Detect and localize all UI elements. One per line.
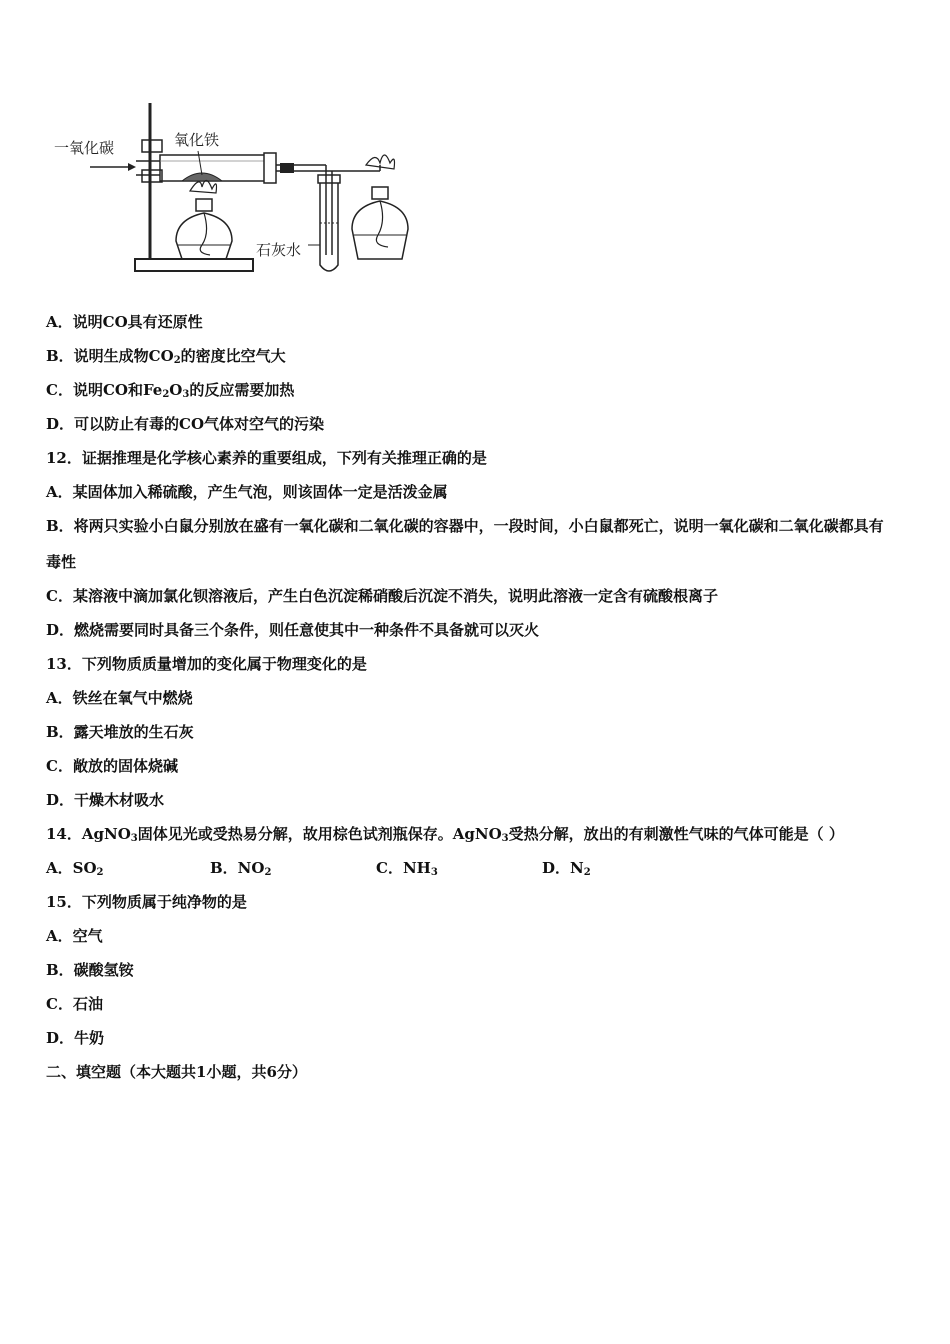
apparatus-figure [50,95,420,285]
q12-option-d: D．燃烧需要同时具备三个条件，则任意使其中一种条件不具备就可以灭火 [46,621,540,639]
q15-option-b: B．碳酸氢铵 [46,961,134,979]
q11-option-b: B．说明生成物$CO_2$的密度比空气大 [46,347,286,366]
q12-stem: 12．证据推理是化学核心素养的重要组成，下列有关推理正确的是 [46,449,487,467]
q14-option-d: D．$N_2$ [542,859,591,878]
q11-option-d: D．可以防止有毒的CO气体对空气的污染 [46,415,325,433]
q11-option-c: C．说明CO和$Fe_2O_3$的反应需要加热 [46,381,295,400]
q14-option-a: A．$SO_2$ [46,859,104,878]
q11-option-a: A．说明CO具有还原性 [46,313,203,331]
label-carbon-monoxide: 一氧化碳 [54,139,115,157]
q12-option-c: C．某溶液中滴加氯化钡溶液后，产生白色沉淀稀硝酸后沉淀不消失，说明此溶液一定含有硫酸根离子 [46,587,718,605]
q13-option-a: A．铁丝在氧气中燃烧 [46,689,193,707]
q13-stem: 13．下列物质质量增加的变化属于物理变化的是 [46,655,367,673]
q13-option-c: C．敞放的固体烧碱 [46,757,178,775]
q12-option-a: A．某固体加入稀硫酸，产生气泡，则该固体一定是活泼金属 [46,483,448,501]
q14-stem: 14．AgNO$_3$固体见光或受热易分解，故用棕色试剂瓶保存。AgNO$_3$受热分解，放出的有刺激性气味的气体可能是（ ） [46,825,844,844]
section-2-title: 二、填空题（本大题共1小题，共6分） [46,1063,307,1081]
q14-option-b: B．$NO_2$ [210,859,272,878]
apparatus-diagram [50,95,420,285]
label-iron-oxide: 氧化铁 [174,131,220,149]
q13-option-b: B．露天堆放的生石灰 [46,723,194,741]
q15-option-c: C．石油 [46,995,103,1013]
q15-option-d: D．牛奶 [46,1029,105,1047]
q13-option-d: D．干燥木材吸水 [46,791,165,809]
q14-option-c: C．$NH_3$ [376,859,438,878]
label-limewater: 石灰水 [256,241,302,259]
q12-option-b: B．将两只实验小白鼠分别放在盛有一氧化碳和二氧化碳的容器中，一段时间，小白鼠都死亡，说明一氧化碳和二氧化碳都具有毒性 [46,517,884,571]
q15-option-a: A．空气 [46,927,103,945]
q15-stem: 15．下列物质属于纯净物的是 [46,893,247,911]
